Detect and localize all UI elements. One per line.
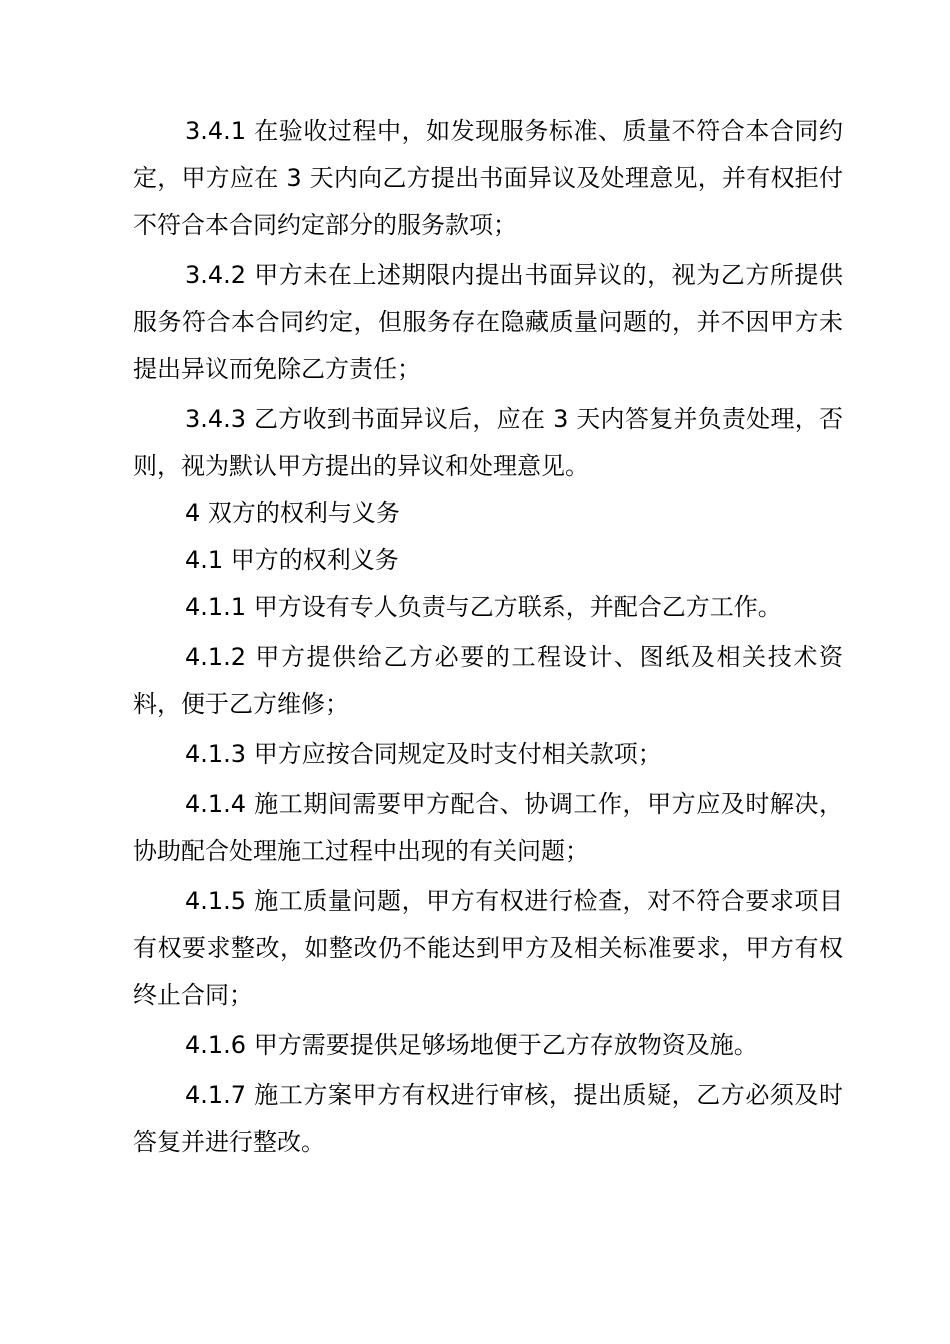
document-page bbox=[133, 108, 843, 1166]
clause-4-1-6: 4.1.6 甲方需要提供足够场地便于乙方存放物资及施。 bbox=[185, 1031, 758, 1059]
clause-4-1-4: 4.1.4 施工期间需要甲方配合、协调工作，甲方应及时解决，协助配合处理施工过程中出现的有关问题； bbox=[133, 790, 843, 865]
clause-3-4-2: 3.4.2 甲方未在上述期限内提出书面异议的，视为乙方所提供服务符合本合同约定，但服务存在隐藏质量问题的，并不因甲方未提出异议而免除乙方责任； bbox=[133, 261, 843, 383]
section-heading: 4 双方的权利与义务 bbox=[185, 499, 400, 527]
clause-3-4-3: 3.4.3 乙方收到书面异议后，应在 3 天内答复并负责处理，否则，视为默认甲方提出的异议和处理意见。 bbox=[133, 405, 843, 480]
clause-4-1-7: 4.1.7 施工方案甲方有权进行审核，提出质疑，乙方必须及时答复并进行整改。 bbox=[133, 1081, 843, 1156]
clause-4-1-3: 4.1.3 甲方应按合同规定及时支付相关款项； bbox=[185, 740, 662, 768]
clause-4-1-5: 4.1.5 施工质量问题，甲方有权进行检查，对不符合要求项目有权要求整改，如整改仍不能达到甲方及相关标准要求，甲方有权终止合同； bbox=[133, 887, 843, 1009]
clause-4-1-1: 4.1.1 甲方设有专人负责与乙方联系，并配合乙方工作。 bbox=[185, 593, 782, 621]
clause-3-4-1: 3.4.1 在验收过程中，如发现服务标准、质量不符合本合同约定，甲方应在 3 天内向乙方提出书面异议及处理意见，并有权拒付不符合本合同约定部分的服务款项； bbox=[133, 117, 843, 239]
subsection-heading: 4.1 甲方的权利义务 bbox=[185, 546, 399, 574]
clause-4-1-2: 4.1.2 甲方提供给乙方必要的工程设计、图纸及相关技术资料，便于乙方维修； bbox=[133, 643, 843, 718]
